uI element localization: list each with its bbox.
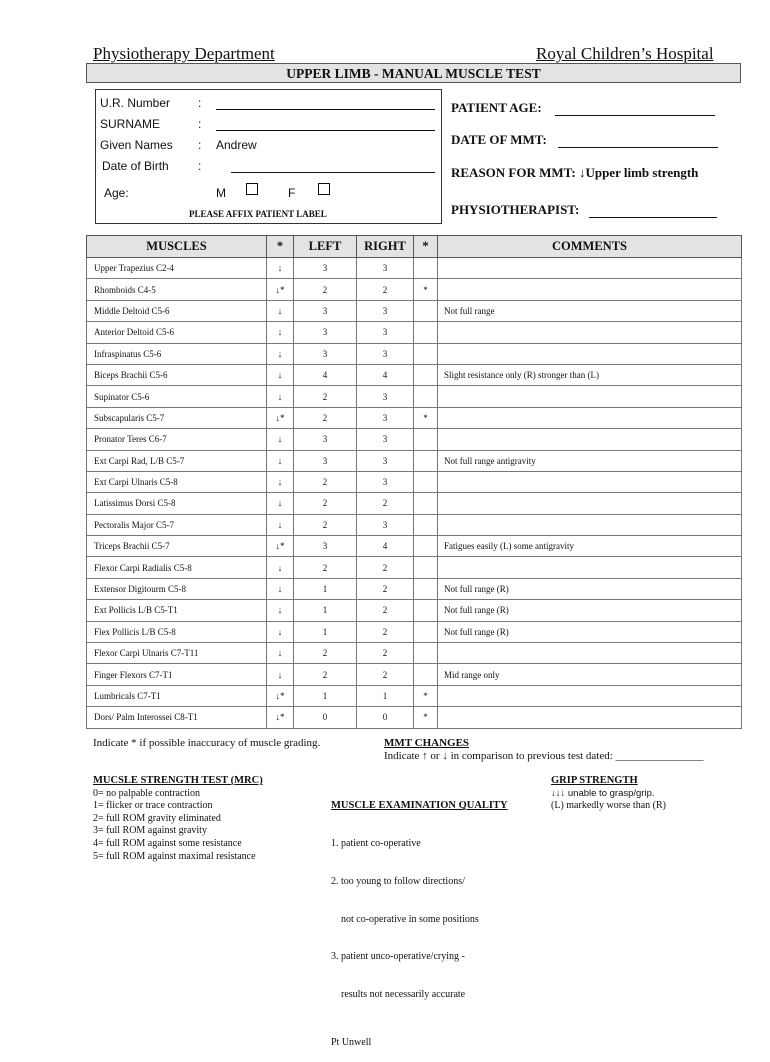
table-row	[87, 621, 742, 642]
given-names-colon: :	[198, 138, 202, 152]
right-grade[interactable]: 2	[357, 621, 414, 642]
change-marker-right[interactable]	[414, 578, 438, 599]
physiotherapist-field[interactable]	[589, 201, 717, 218]
muscle-name: Extensor Digitourm C5-8	[87, 578, 267, 599]
table-row	[87, 386, 742, 407]
left-grade[interactable]: 3	[294, 343, 357, 364]
table-row	[87, 279, 742, 300]
ur-number-field[interactable]	[216, 109, 435, 110]
date-of-mmt-row	[451, 131, 718, 148]
ur-colon: :	[198, 96, 202, 110]
surname-colon: :	[198, 117, 202, 131]
change-marker-right[interactable]	[414, 471, 438, 492]
given-names-value[interactable]: Andrew	[216, 138, 257, 152]
header-star-right: *	[414, 236, 438, 258]
department-name: Physiotherapy Department	[93, 44, 275, 63]
change-marker-left[interactable]: ↓*	[267, 707, 294, 728]
age-label: Age:	[104, 186, 129, 200]
change-marker-right[interactable]	[414, 343, 438, 364]
change-marker-right[interactable]	[414, 258, 438, 279]
reason-value[interactable]: ↓Upper limb strength	[578, 165, 699, 180]
table-row	[87, 578, 742, 599]
reason-row	[451, 165, 698, 181]
female-label: F	[288, 186, 296, 200]
table-header-row	[87, 236, 742, 258]
mrc-item: 0= no palpable contraction	[93, 787, 200, 799]
table-row	[87, 685, 742, 706]
quality-item: 3. patient unco-operative/crying -	[331, 951, 465, 963]
right-grade[interactable]: 3	[357, 322, 414, 343]
table-row	[87, 407, 742, 428]
change-marker-left[interactable]: ↓	[267, 664, 294, 685]
change-marker-left[interactable]: ↓	[267, 514, 294, 535]
male-checkbox[interactable]	[246, 183, 258, 195]
change-marker-left[interactable]: ↓	[267, 621, 294, 642]
change-marker-left[interactable]: ↓	[267, 322, 294, 343]
comment-cell[interactable]	[438, 707, 742, 728]
right-grade[interactable]: 2	[357, 664, 414, 685]
table-row	[87, 600, 742, 621]
date-of-mmt-field[interactable]	[558, 131, 718, 148]
right-grade[interactable]: 3	[357, 429, 414, 450]
right-grade[interactable]: 2	[357, 643, 414, 664]
muscle-name: Pectoralis Major C5-7	[87, 514, 267, 535]
change-marker-left[interactable]: ↓*	[267, 279, 294, 300]
change-marker-left[interactable]: ↓	[267, 343, 294, 364]
right-grade[interactable]: 3	[357, 407, 414, 428]
form-title: UPPER LIMB - MANUAL MUSCLE TEST	[86, 63, 741, 83]
left-grade[interactable]: 1	[294, 685, 357, 706]
change-marker-right[interactable]	[414, 557, 438, 578]
mrc-legend-title: MUCSLE STRENGTH TEST (MRC)	[93, 775, 263, 786]
left-grade[interactable]: 1	[294, 621, 357, 642]
right-grade[interactable]: 2	[357, 578, 414, 599]
left-grade[interactable]: 3	[294, 322, 357, 343]
table-row	[87, 343, 742, 364]
comment-cell[interactable]: Not full range (R)	[438, 600, 742, 621]
muscle-name: Biceps Brachii C5-6	[87, 364, 267, 385]
header-comments: COMMENTS	[438, 236, 742, 258]
ur-number-label: U.R. Number	[100, 96, 171, 110]
right-grade[interactable]: 4	[357, 364, 414, 385]
table-row	[87, 643, 742, 664]
muscle-name: Flexor Carpi Ulnaris C7-T11	[87, 643, 267, 664]
mrc-item: 2= full ROM gravity eliminated	[93, 812, 221, 824]
muscle-name: Flex Pollicis L/B C5-8	[87, 621, 267, 642]
table-row	[87, 364, 742, 385]
table-row	[87, 493, 742, 514]
right-grade[interactable]: 2	[357, 600, 414, 621]
patient-age-row	[451, 99, 715, 116]
mrc-item: 4= full ROM against some resistance	[93, 837, 242, 849]
left-grade[interactable]: 2	[294, 279, 357, 300]
left-grade[interactable]: 3	[294, 450, 357, 471]
comment-cell[interactable]	[438, 279, 742, 300]
left-grade[interactable]: 3	[294, 536, 357, 557]
left-grade[interactable]: 1	[294, 600, 357, 621]
comment-cell[interactable]	[438, 343, 742, 364]
change-marker-right[interactable]	[414, 514, 438, 535]
change-marker-left[interactable]: ↓	[267, 300, 294, 321]
quality-legend-title: MUSCLE EXAMINATION QUALITY	[331, 800, 508, 812]
dob-field[interactable]	[231, 172, 435, 173]
quality-note[interactable]: Pt Unwell	[331, 1036, 372, 1048]
comment-cell[interactable]	[438, 514, 742, 535]
patient-label-box	[95, 89, 442, 224]
grip-item[interactable]: ↓↓↓ unable to grasp/grip.	[551, 787, 655, 799]
comment-cell[interactable]: Not full range (R)	[438, 578, 742, 599]
change-marker-left[interactable]: ↓*	[267, 407, 294, 428]
table-row	[87, 300, 742, 321]
table-row	[87, 471, 742, 492]
inaccuracy-note: Indicate * if possible inaccuracy of muscle grading.	[93, 737, 321, 749]
change-marker-right[interactable]	[414, 322, 438, 343]
change-marker-left[interactable]: ↓	[267, 471, 294, 492]
change-marker-right[interactable]	[414, 450, 438, 471]
right-grade[interactable]: 2	[357, 493, 414, 514]
muscle-name: Flexor Carpi Radialis C5-8	[87, 557, 267, 578]
patient-age-field[interactable]	[555, 99, 715, 116]
surname-label: SURNAME	[100, 117, 161, 131]
muscle-name: Finger Flexors C7-T1	[87, 664, 267, 685]
muscle-name: Latissimus Dorsi C5-8	[87, 493, 267, 514]
muscle-name: Pronator Teres C6-7	[87, 429, 267, 450]
right-grade[interactable]: 0	[357, 707, 414, 728]
header-left: LEFT	[294, 236, 357, 258]
right-grade[interactable]: 4	[357, 536, 414, 557]
change-marker-left[interactable]: ↓	[267, 364, 294, 385]
change-marker-right[interactable]	[414, 386, 438, 407]
header-star-left: *	[267, 236, 294, 258]
left-grade[interactable]: 2	[294, 514, 357, 535]
muscle-name: Ext Carpi Rad, L/B C5-7	[87, 450, 267, 471]
quality-legend	[331, 775, 508, 1062]
quality-item: not co-operative in some positions	[331, 913, 479, 925]
left-grade[interactable]: 3	[294, 258, 357, 279]
table-row	[87, 429, 742, 450]
date-of-mmt-label: DATE OF MMT:	[451, 132, 547, 147]
header-right: RIGHT	[357, 236, 414, 258]
muscle-test-table	[86, 235, 742, 729]
change-marker-right[interactable]	[414, 536, 438, 557]
left-grade[interactable]: 2	[294, 471, 357, 492]
left-grade[interactable]: 0	[294, 707, 357, 728]
reason-label: REASON FOR MMT:	[451, 165, 576, 180]
quality-item: 2. too young to follow directions/	[331, 875, 465, 887]
right-grade[interactable]: 3	[357, 300, 414, 321]
right-grade[interactable]: 3	[357, 386, 414, 407]
physiotherapist-row	[451, 201, 717, 218]
muscle-name: Middle Deltoid C5-6	[87, 300, 267, 321]
muscle-name: Anterior Deltoid C5-6	[87, 322, 267, 343]
right-grade[interactable]: 3	[357, 450, 414, 471]
right-grade[interactable]: 3	[357, 343, 414, 364]
table-row	[87, 514, 742, 535]
change-marker-right[interactable]	[414, 664, 438, 685]
female-checkbox[interactable]	[318, 183, 330, 195]
change-marker-left[interactable]: ↓	[267, 450, 294, 471]
change-marker-left[interactable]: ↓	[267, 578, 294, 599]
change-marker-right[interactable]	[414, 300, 438, 321]
comment-cell[interactable]	[438, 258, 742, 279]
mmt-changes-title: MMT CHANGES	[384, 737, 470, 749]
muscle-name: Ext Pollicis L/B C5-T1	[87, 600, 267, 621]
muscle-name: Subscapularis C5-7	[87, 407, 267, 428]
left-grade[interactable]: 2	[294, 493, 357, 514]
change-marker-left[interactable]: ↓*	[267, 536, 294, 557]
right-grade[interactable]: 3	[357, 514, 414, 535]
change-marker-left[interactable]: ↓	[267, 600, 294, 621]
change-marker-right[interactable]	[414, 493, 438, 514]
right-grade[interactable]: 2	[357, 279, 414, 300]
comment-cell[interactable]	[438, 429, 742, 450]
mrc-item: 3= full ROM against gravity	[93, 825, 207, 837]
left-grade[interactable]: 4	[294, 364, 357, 385]
change-marker-right[interactable]	[414, 643, 438, 664]
change-marker-right[interactable]	[414, 621, 438, 642]
mmt-changes-text: Indicate ↑ or ↓ in comparison to previous test dated: ________________	[384, 750, 704, 762]
comment-cell[interactable]: Not full range	[438, 300, 742, 321]
given-names-label: Given Names	[100, 138, 173, 152]
change-marker-left[interactable]: ↓*	[267, 685, 294, 706]
mrc-item: 1= flicker or trace contraction	[93, 800, 213, 812]
comment-cell[interactable]	[438, 643, 742, 664]
mrc-item: 5= full ROM against maximal resistance	[93, 850, 256, 862]
patient-age-label: PATIENT AGE:	[451, 100, 542, 115]
change-marker-left[interactable]: ↓	[267, 643, 294, 664]
hospital-name: Royal Children’s Hospital	[536, 44, 714, 63]
change-marker-left[interactable]: ↓	[267, 429, 294, 450]
change-marker-left[interactable]: ↓	[267, 493, 294, 514]
comment-cell[interactable]	[438, 322, 742, 343]
change-marker-right[interactable]	[414, 600, 438, 621]
left-grade[interactable]: 2	[294, 386, 357, 407]
right-grade[interactable]: 2	[357, 557, 414, 578]
left-grade[interactable]: 1	[294, 578, 357, 599]
comment-cell[interactable]: Not full range antigravity	[438, 450, 742, 471]
grip-item[interactable]: (L) markedly worse than (R)	[551, 800, 666, 812]
change-marker-left[interactable]: ↓	[267, 258, 294, 279]
table-row	[87, 536, 742, 557]
physiotherapist-label: PHYSIOTHERAPIST:	[451, 202, 580, 217]
muscle-name: Lumbricals C7-T1	[87, 685, 267, 706]
comment-cell[interactable]: Slight resistance only (R) stronger than (L)	[438, 364, 742, 385]
right-grade[interactable]: 1	[357, 685, 414, 706]
change-marker-right[interactable]: *	[414, 685, 438, 706]
muscle-name: Ext Carpi Ulnaris C5-8	[87, 471, 267, 492]
left-grade[interactable]: 2	[294, 643, 357, 664]
right-grade[interactable]: 3	[357, 258, 414, 279]
muscle-name: Dors/ Palm Interossei C8-T1	[87, 707, 267, 728]
muscle-name: Infraspinatus C5-6	[87, 343, 267, 364]
header-muscles: MUSCLES	[87, 236, 267, 258]
comment-cell[interactable]	[438, 557, 742, 578]
muscle-name: Upper Trapezius C2-4	[87, 258, 267, 279]
comment-cell[interactable]	[438, 493, 742, 514]
muscle-name: Supinator C5-6	[87, 386, 267, 407]
comment-cell[interactable]	[438, 685, 742, 706]
left-grade[interactable]: 3	[294, 429, 357, 450]
dob-label: Date of Birth	[102, 159, 169, 173]
table-row	[87, 557, 742, 578]
change-marker-left[interactable]: ↓	[267, 557, 294, 578]
table-row	[87, 258, 742, 279]
table-row	[87, 707, 742, 728]
mrc-legend	[93, 775, 263, 863]
male-label: M	[216, 186, 226, 200]
muscle-name: Triceps Brachii C5-7	[87, 536, 267, 557]
change-marker-right[interactable]	[414, 364, 438, 385]
comment-cell[interactable]	[438, 386, 742, 407]
grip-legend-title: GRIP STRENGTH	[551, 775, 638, 786]
change-marker-right[interactable]: *	[414, 407, 438, 428]
table-row	[87, 664, 742, 685]
change-marker-right[interactable]: *	[414, 279, 438, 300]
comment-cell[interactable]	[438, 471, 742, 492]
grip-legend	[551, 775, 666, 813]
comment-cell[interactable]	[438, 407, 742, 428]
quality-item: 1. patient co-operative	[331, 837, 421, 849]
change-marker-left[interactable]: ↓	[267, 386, 294, 407]
muscle-name: Rhomboids C4-5	[87, 279, 267, 300]
right-grade[interactable]: 3	[357, 471, 414, 492]
change-marker-right[interactable]: *	[414, 707, 438, 728]
comment-cell[interactable]: Fatigues easily (L) some antigravity	[438, 536, 742, 557]
change-marker-right[interactable]	[414, 429, 438, 450]
quality-item: results not necessarily accurate	[331, 989, 466, 1001]
left-grade[interactable]: 2	[294, 664, 357, 685]
left-grade[interactable]: 2	[294, 557, 357, 578]
left-grade[interactable]: 2	[294, 407, 357, 428]
left-grade[interactable]: 3	[294, 300, 357, 321]
comment-cell[interactable]: Mid range only	[438, 664, 742, 685]
comment-cell[interactable]: Not full range (R)	[438, 621, 742, 642]
table-row	[87, 322, 742, 343]
table-row	[87, 450, 742, 471]
dob-colon: :	[198, 159, 202, 173]
affix-label-note: PLEASE AFFIX PATIENT LABEL	[189, 209, 327, 219]
surname-field[interactable]	[216, 130, 435, 131]
